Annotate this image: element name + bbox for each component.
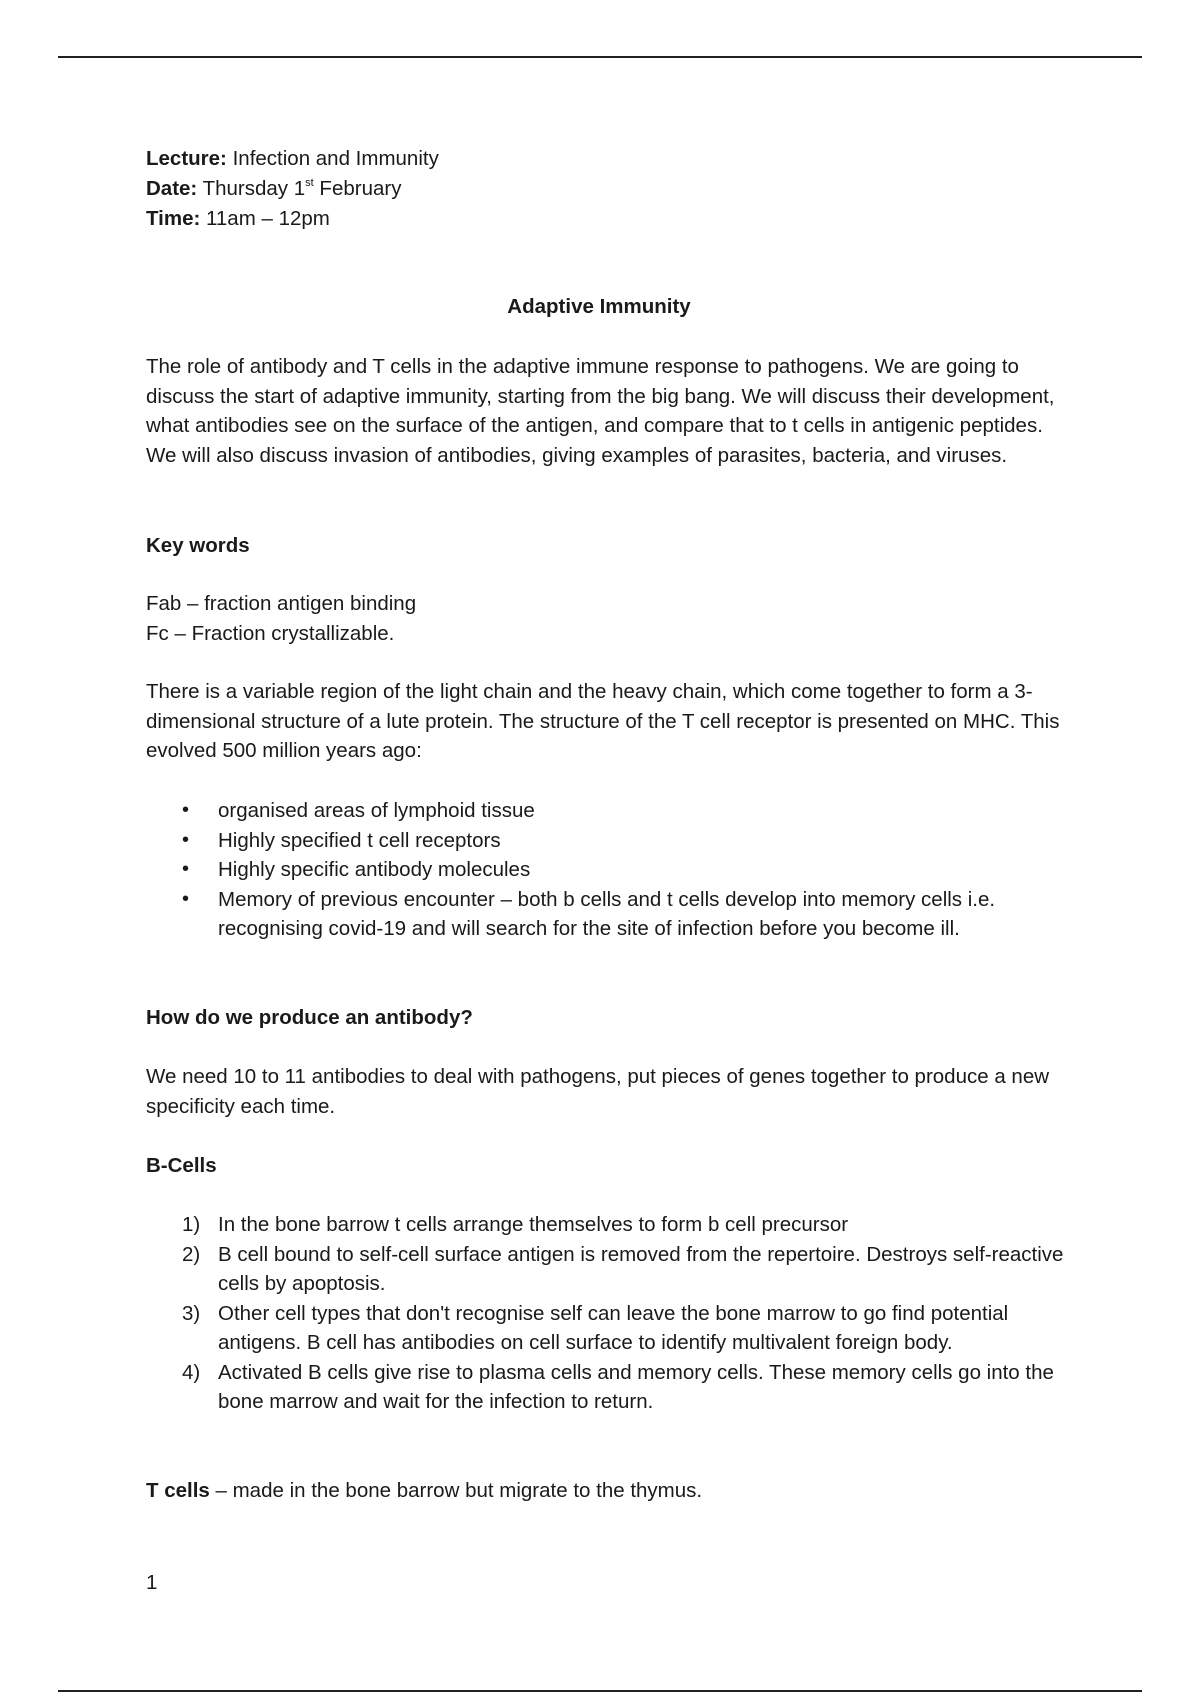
- bcells-heading: B-Cells: [146, 1154, 217, 1177]
- header-rule: [58, 56, 1142, 58]
- bullet-marker: •: [182, 858, 190, 880]
- page-number: 1: [146, 1571, 158, 1594]
- bullet-text: organised areas of lymphoid tissue: [218, 799, 535, 822]
- step-item: [146, 1299, 1066, 1358]
- keywords-heading: Key words: [146, 534, 250, 557]
- time-line: [146, 204, 1066, 234]
- antibody-paragraph: We need 10 to 11 antibodies to deal with pathogens, put pieces of genes together to produce a new specificity each time.: [146, 1065, 1050, 1118]
- intro-paragraph: The role of antibody and T cells in the adaptive immune response to pathogens. We are going to discuss the start of adaptive immunity, starting from the big bang. We will discuss their development, what antibodies see on the surface of the antigen, and compare that to t cells in antigenic peptides. We will also discuss invasion of antibodies, giving examples of parasites, bacteria, and viruses.: [146, 355, 1055, 467]
- antibody-heading: How do we produce an antibody?: [146, 1006, 473, 1029]
- bullet-item: [146, 855, 1066, 885]
- date-value: Thursday 1: [202, 177, 306, 200]
- variable-region-paragraph: There is a variable region of the light chain and the heavy chain, which come together to form a 3-dimensional structure of a lute protein. The structure of the T cell receptor is presented on MHC. This evolved 500 million years ago:: [146, 680, 1060, 762]
- step-text: Other cell types that don't recognise self can leave the bone marrow to go find potential antigens. B cell has antibodies on cell surface to identify multivalent foreign body.: [218, 1301, 1009, 1354]
- bcells-steps: [146, 1210, 1066, 1417]
- time-value: 11am – 12pm: [206, 207, 330, 230]
- time-label: Time:: [146, 207, 201, 230]
- keyword-item: Fab – fraction antigen binding: [146, 592, 417, 615]
- step-text: B cell bound to self-cell surface antigen is removed from the repertoire. Destroys self-reactive cells by apoptosis.: [218, 1242, 1064, 1295]
- date-label: Date:: [146, 177, 198, 200]
- step-item: [146, 1358, 1066, 1417]
- bullet-text: Memory of previous encounter – both b cells and t cells develop into memory cells i.e. recognising covid-19 and will search for the site of infection before you become ill.: [218, 887, 996, 940]
- date-line: [146, 174, 1066, 204]
- step-item: [146, 1240, 1066, 1299]
- step-number: 4): [182, 1360, 201, 1384]
- lecture-line: [146, 144, 1066, 174]
- tcells-text: – made in the bone barrow but migrate to the thymus.: [209, 1479, 703, 1502]
- tcells-paragraph: [146, 1476, 1066, 1506]
- step-item: [146, 1210, 1066, 1240]
- bullet-item: [146, 826, 1066, 856]
- bullet-marker: •: [182, 828, 190, 851]
- step-number: 3): [182, 1301, 201, 1325]
- tcells-label: T cells: [146, 1479, 210, 1502]
- bullet-list: [146, 796, 1066, 944]
- lecture-meta: [146, 144, 1066, 234]
- bullet-marker: •: [182, 887, 190, 910]
- step-number: 1): [182, 1213, 201, 1236]
- lecture-label: Lecture:: [146, 147, 227, 170]
- date-ordinal: st: [305, 177, 314, 189]
- footer-rule: [58, 1690, 1142, 1692]
- bullet-marker: •: [182, 799, 190, 821]
- step-text: In the bone barrow t cells arrange themselves to form b cell precursor: [218, 1213, 849, 1236]
- date-month: February: [319, 177, 402, 200]
- bullet-item: [146, 796, 1066, 826]
- step-text: Activated B cells give rise to plasma cells and memory cells. These memory cells go into the bone marrow and wait for the infection to return.: [218, 1360, 1054, 1413]
- bullet-text: Highly specific antibody molecules: [218, 858, 531, 881]
- keywords-list: [146, 589, 1066, 648]
- step-number: 2): [182, 1242, 201, 1266]
- bullet-text: Highly specified t cell receptors: [218, 828, 501, 852]
- document-title: Adaptive Immunity: [507, 295, 691, 318]
- lecture-value: Infection and Immunity: [232, 147, 439, 170]
- bullet-item: [146, 885, 1066, 944]
- keyword-item: Fc – Fraction crystallizable.: [146, 621, 395, 645]
